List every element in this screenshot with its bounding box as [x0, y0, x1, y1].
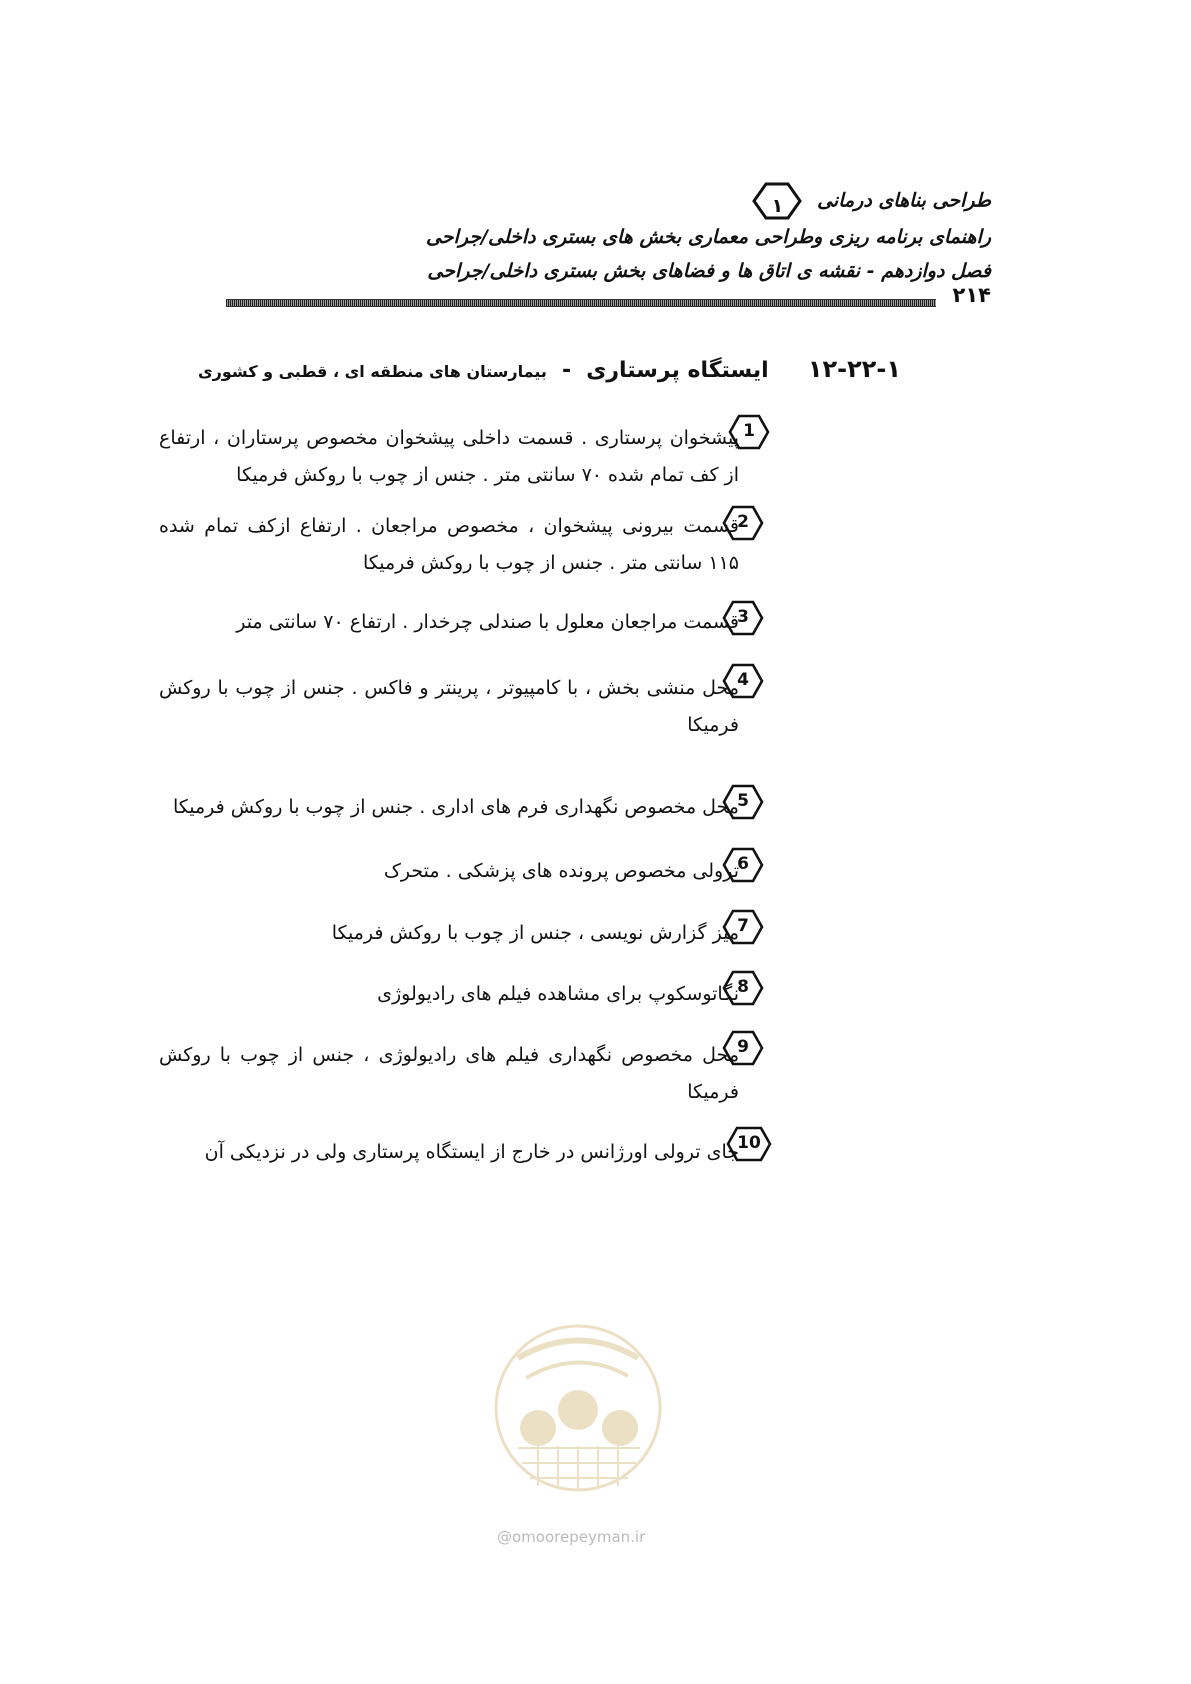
section-subtitle: بیمارستان های منطقه ای ، قطبی و کشوری	[198, 362, 547, 381]
item-number: 10	[737, 1133, 761, 1153]
item-text: قسمت بیرونی پیشخوان ، مخصوص مراجعان . ارتفاع ازکف تمام شده ۱۱۵ سانتی متر . جنس از چوب با روکش فرمیکا	[159, 515, 739, 574]
item-text: میز گزارش نویسی ، جنس از چوب با روکش فرمیکا	[331, 922, 739, 944]
item-text: پیشخوان پرستاری . قسمت داخلی پیشخوان مخصوص پرستاران ، ارتفاع از کف تمام شده ۷۰ سانتی متر . جنس از چوب با روکش فرمیکا	[159, 427, 739, 486]
item-number: 7	[737, 916, 749, 936]
item-number: 1	[743, 421, 755, 441]
header-line-2: راهنمای برنامه ریزی وطراحی معماری بخش های بستری داخلی/جراحی	[425, 226, 991, 248]
item-text: قسمت مراجعان معلول با صندلی چرخدار . ارتفاع ۷۰ سانتی متر	[236, 611, 739, 633]
book-title: طراحی بناهای درمانی	[817, 189, 991, 212]
volume-number: ۱	[771, 195, 784, 217]
item-number: 9	[737, 1037, 749, 1057]
item-number: 2	[737, 512, 749, 532]
watermark-logo	[478, 1318, 678, 1498]
page-number: ۲۱۴	[947, 283, 991, 307]
item-text: ترولی مخصوص پرونده های پزشکی . متحرک	[383, 860, 739, 882]
watermark-handle: @omoorepeyman.ir	[497, 1528, 646, 1546]
header-rule	[226, 293, 936, 309]
volume-badge	[752, 182, 802, 220]
item-number: 4	[737, 670, 749, 690]
item-number: 8	[737, 977, 749, 997]
document-header	[201, 182, 991, 288]
header-divider	[226, 299, 936, 307]
item-number: 3	[737, 607, 749, 627]
section-heading	[198, 355, 901, 383]
section-number: ۱۲-۲۲-۱	[807, 355, 901, 383]
header-line-3: فصل دوازدهم - نقشه ی اتاق ها و فضاهای بخش بستری داخلی/جراحی	[427, 260, 991, 282]
section-title: ایستگاه پرستاری	[586, 358, 769, 383]
section-dash: -	[561, 358, 572, 383]
item-text: جای ترولی اورژانس در خارج از ایستگاه پرستاری ولی در نزدیکی آن	[204, 1141, 739, 1163]
item-text: محل مخصوص نگهداری فیلم های رادیولوژی ، جنس از چوب با روکش فرمیکا	[159, 1044, 739, 1103]
item-text: نگاتوسکوپ برای مشاهده فیلم های رادیولوژی	[377, 983, 739, 1005]
gear-scale-logo-icon	[478, 1318, 678, 1498]
item-number: 6	[737, 854, 749, 874]
item-text: محل مخصوص نگهداری فرم های اداری . جنس از چوب با روکش فرمیکا	[172, 796, 739, 818]
item-text: محل منشی بخش ، با کامپیوتر ، پرینتر و فاکس . جنس از چوب با روکش فرمیکا	[159, 677, 739, 736]
header-line-1	[201, 182, 991, 220]
item-number: 5	[737, 791, 749, 811]
